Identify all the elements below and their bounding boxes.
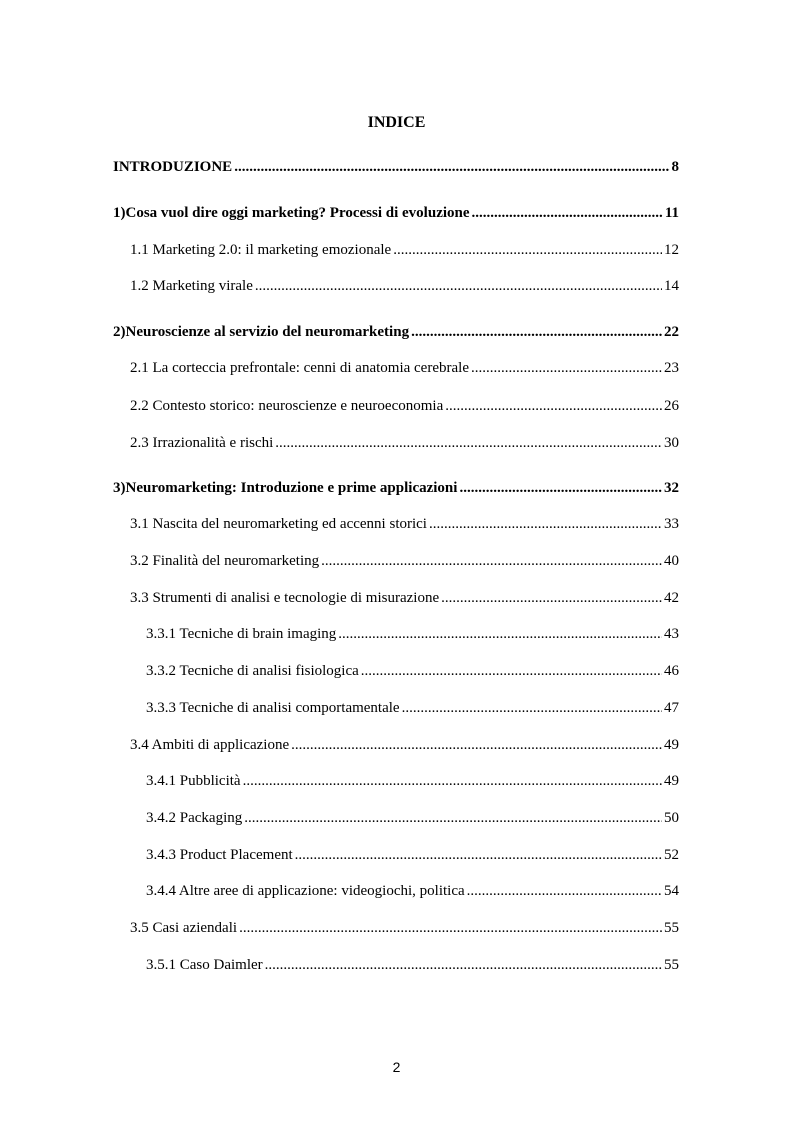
toc-page-number: 46 [664,663,679,679]
toc-label: 1.1 Marketing 2.0: il marketing emozionale [130,242,392,258]
page-title: INDICE [367,114,426,131]
toc-label: 2.1 La corteccia prefrontale: cenni di anatomia cerebrale [130,360,469,376]
toc-page-number: 23 [664,360,679,376]
toc-entry-3-3-3[interactable] [146,698,679,718]
toc-label: Cosa vuol dire oggi marketing? Processi di evoluzione [125,205,470,221]
toc-label: 3.3.2 Tecniche di analisi fisiologica [146,663,359,679]
dot-leader [441,588,662,608]
toc-label: 1.2 Marketing virale [130,278,253,294]
toc-page-number: 30 [664,435,679,451]
toc-entry-3-4[interactable] [130,735,679,755]
toc-page-number: 33 [664,516,679,532]
toc-page-number: 8 [671,159,679,175]
toc-label: 3.4.1 Pubblicità [146,773,241,789]
toc-entry-3-5-1[interactable] [146,955,679,975]
dot-leader [291,735,662,755]
toc-entry-3-4-2[interactable] [146,808,679,828]
toc-page-number: 26 [664,398,679,414]
toc-label: Neuromarketing: Introduzione e prime applicazioni [125,480,458,496]
dot-leader [393,240,662,260]
toc-entry-3-4-4[interactable] [146,881,679,901]
page-footer-number: 2 [392,1059,401,1075]
dot-leader [361,661,662,681]
toc-page-number: 32 [664,480,679,496]
dot-leader [239,918,662,938]
toc-entry-3-3-2[interactable] [146,661,679,681]
dot-leader [459,478,662,498]
toc-label: INTRODUZIONE [113,159,233,175]
toc-page-number: 42 [664,590,679,606]
toc-label: 3.1 Nascita del neuromarketing ed accenni storici [130,516,427,532]
toc-chapter-number: 3) [113,480,126,496]
dot-leader [471,358,662,378]
toc-entry-2-2[interactable] [130,396,679,416]
toc-page-number: 22 [664,324,679,340]
toc-label: 3.5.1 Caso Daimler [146,957,263,973]
dot-leader [338,624,662,644]
toc-page-number: 47 [664,700,679,716]
toc-label: 3.3.1 Tecniche di brain imaging [146,626,337,642]
toc-page-number: 49 [664,773,679,789]
toc-entry-2-1[interactable] [130,358,679,378]
toc-entry-1-2[interactable] [130,276,679,296]
toc-label: 3.3.3 Tecniche di analisi comportamentale [146,700,400,716]
toc-page-number: 55 [664,920,679,936]
toc-page-number: 50 [664,810,679,826]
toc-entry-chapter-2[interactable] [113,322,679,342]
toc-chapter-number: 2) [113,324,126,340]
toc-entry-3-4-1[interactable] [146,771,679,791]
dot-leader [467,881,662,901]
dot-leader [411,322,662,342]
dot-leader [243,771,662,791]
toc-entry-3-4-3[interactable] [146,845,679,865]
toc-page-number: 12 [664,242,679,258]
toc-page-number: 54 [664,883,679,899]
toc-page-number: 52 [664,847,679,863]
dot-leader [321,551,662,571]
toc-entry-3-3-1[interactable] [146,624,679,644]
dot-leader [295,845,662,865]
dot-leader [472,203,663,223]
toc-label: 3.4.4 Altre aree di applicazione: videogiochi, politica [146,883,465,899]
toc-label: 3.5 Casi aziendali [130,920,238,936]
dot-leader [244,808,662,828]
dot-leader [445,396,662,416]
toc-label: Neuroscienze al servizio del neuromarketing [125,324,410,340]
dot-leader [429,514,662,534]
toc-entry-3-5[interactable] [130,918,679,938]
toc-label: 3.4.3 Product Placement [146,847,293,863]
toc-label: 3.4 Ambiti di applicazione [130,737,290,753]
toc-entry-chapter-1[interactable] [113,203,679,223]
toc-chapter-number: 1) [113,205,126,221]
toc-page-number: 14 [664,278,679,294]
toc-page-number: 11 [664,205,679,221]
toc-label: 3.2 Finalità del neuromarketing [130,553,320,569]
toc-label: 2.3 Irrazionalità e rischi [130,435,274,451]
toc-page-number: 43 [664,626,679,642]
dot-leader [275,433,662,453]
toc-entry-2-3[interactable] [130,433,679,453]
toc-entry-introduzione[interactable] [113,157,679,177]
toc-entry-3-3[interactable] [130,588,679,608]
toc-entry-1-1[interactable] [130,240,679,260]
toc-page-number: 55 [664,957,679,973]
dot-leader [255,276,662,296]
toc-entry-3-2[interactable] [130,551,679,571]
toc-entry-3-1[interactable] [130,514,679,534]
toc-page-number: 49 [664,737,679,753]
toc-label: 3.4.2 Packaging [146,810,243,826]
dot-leader [402,698,662,718]
dot-leader [265,955,662,975]
toc-label: 3.3 Strumenti di analisi e tecnologie di misurazione [130,590,440,606]
toc-entry-chapter-3[interactable] [113,478,679,498]
dot-leader [234,157,669,177]
toc-page-number: 40 [664,553,679,569]
toc-label: 2.2 Contesto storico: neuroscienze e neuroeconomia [130,398,444,414]
